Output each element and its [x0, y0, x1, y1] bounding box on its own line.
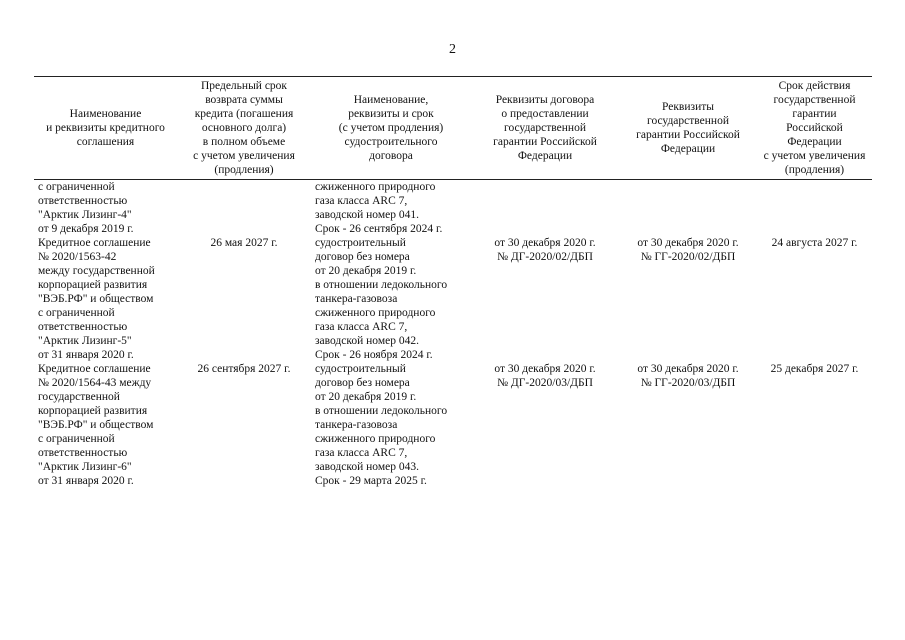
table-header-row	[34, 77, 872, 180]
table-row	[34, 180, 872, 237]
header-repayment-deadline: Предельный срок возврата суммы кредита (погашения основного долга) в полном объеме с учетом увеличения (продления)	[177, 77, 311, 180]
cell-guarantee	[619, 180, 757, 237]
cell-agreement: Кредитное соглашение № 2020/1563-42 между государственной корпорацией развития "ВЭБ.РФ" и обществом с ограниченной ответственностью "Арктик Лизинг-5" от 31 января 2020 г.	[38, 237, 155, 361]
cell-repayment-deadline: 26 сентября 2027 г.	[197, 363, 291, 375]
guarantee-table-container	[34, 76, 872, 488]
cell-guarantee-term	[757, 180, 872, 237]
cell-guarantee-term: 25 декабря 2027 г.	[770, 363, 859, 375]
cell-guarantee: от 30 декабря 2020 г. № ГГ-2020/03/ДБП	[637, 363, 739, 389]
cell-guarantee-term: 24 августа 2027 г.	[771, 237, 858, 249]
cell-guarantee: от 30 декабря 2020 г. № ГГ-2020/02/ДБП	[637, 237, 739, 263]
header-agreement: Наименование и реквизиты кредитного соглашения	[34, 77, 177, 180]
cell-repayment-deadline	[177, 180, 311, 237]
header-guarantee-agreement: Реквизиты договора о предоставлении государственной гарантии Российской Федерации	[471, 77, 619, 180]
cell-shipbuilding-contract: судостроительный договор без номера от 20 декабря 2019 г. в отношении ледокольного танкера-газовоза сжиженного природного газа класса ARC 7, заводской номер 042. Срок - 26 ноября 2024 г.	[315, 237, 448, 361]
page-number: 2	[449, 42, 456, 57]
header-guarantee-term: Срок действия государственной гарантии Российской Федерации с учетом увеличения (продления)	[757, 77, 872, 180]
cell-shipbuilding-contract: сжиженного природного газа класса ARC 7, заводской номер 041. Срок - 26 сентября 2024 г.	[315, 181, 443, 235]
cell-repayment-deadline: 26 мая 2027 г.	[210, 237, 278, 249]
cell-guarantee-agreement: от 30 декабря 2020 г. № ДГ-2020/03/ДБП	[494, 363, 596, 389]
cell-guarantee-agreement: от 30 декабря 2020 г. № ДГ-2020/02/ДБП	[494, 237, 596, 263]
header-shipbuilding-contract: Наименование, реквизиты и срок (с учетом продления) судостроительного договора	[311, 77, 471, 180]
guarantee-table	[34, 76, 872, 488]
cell-agreement: Кредитное соглашение № 2020/1564-43 между государственной корпорацией развития "ВЭБ.РФ" и обществом с ограниченной ответственностью "Арктик Лизинг-6" от 31 января 2020 г.	[38, 363, 154, 487]
table-row	[34, 362, 872, 488]
cell-agreement: с ограниченной ответственностью "Арктик Лизинг-4" от 9 декабря 2019 г.	[38, 181, 134, 235]
cell-guarantee-agreement	[471, 180, 619, 237]
cell-shipbuilding-contract: судостроительный договор без номера от 20 декабря 2019 г. в отношении ледокольного танкера-газовоза сжиженного природного газа класса ARC 7, заводской номер 043. Срок - 29 марта 2025 г.	[315, 363, 448, 487]
table-row	[34, 236, 872, 362]
header-guarantee: Реквизиты государственной гарантии Российской Федерации	[619, 77, 757, 180]
